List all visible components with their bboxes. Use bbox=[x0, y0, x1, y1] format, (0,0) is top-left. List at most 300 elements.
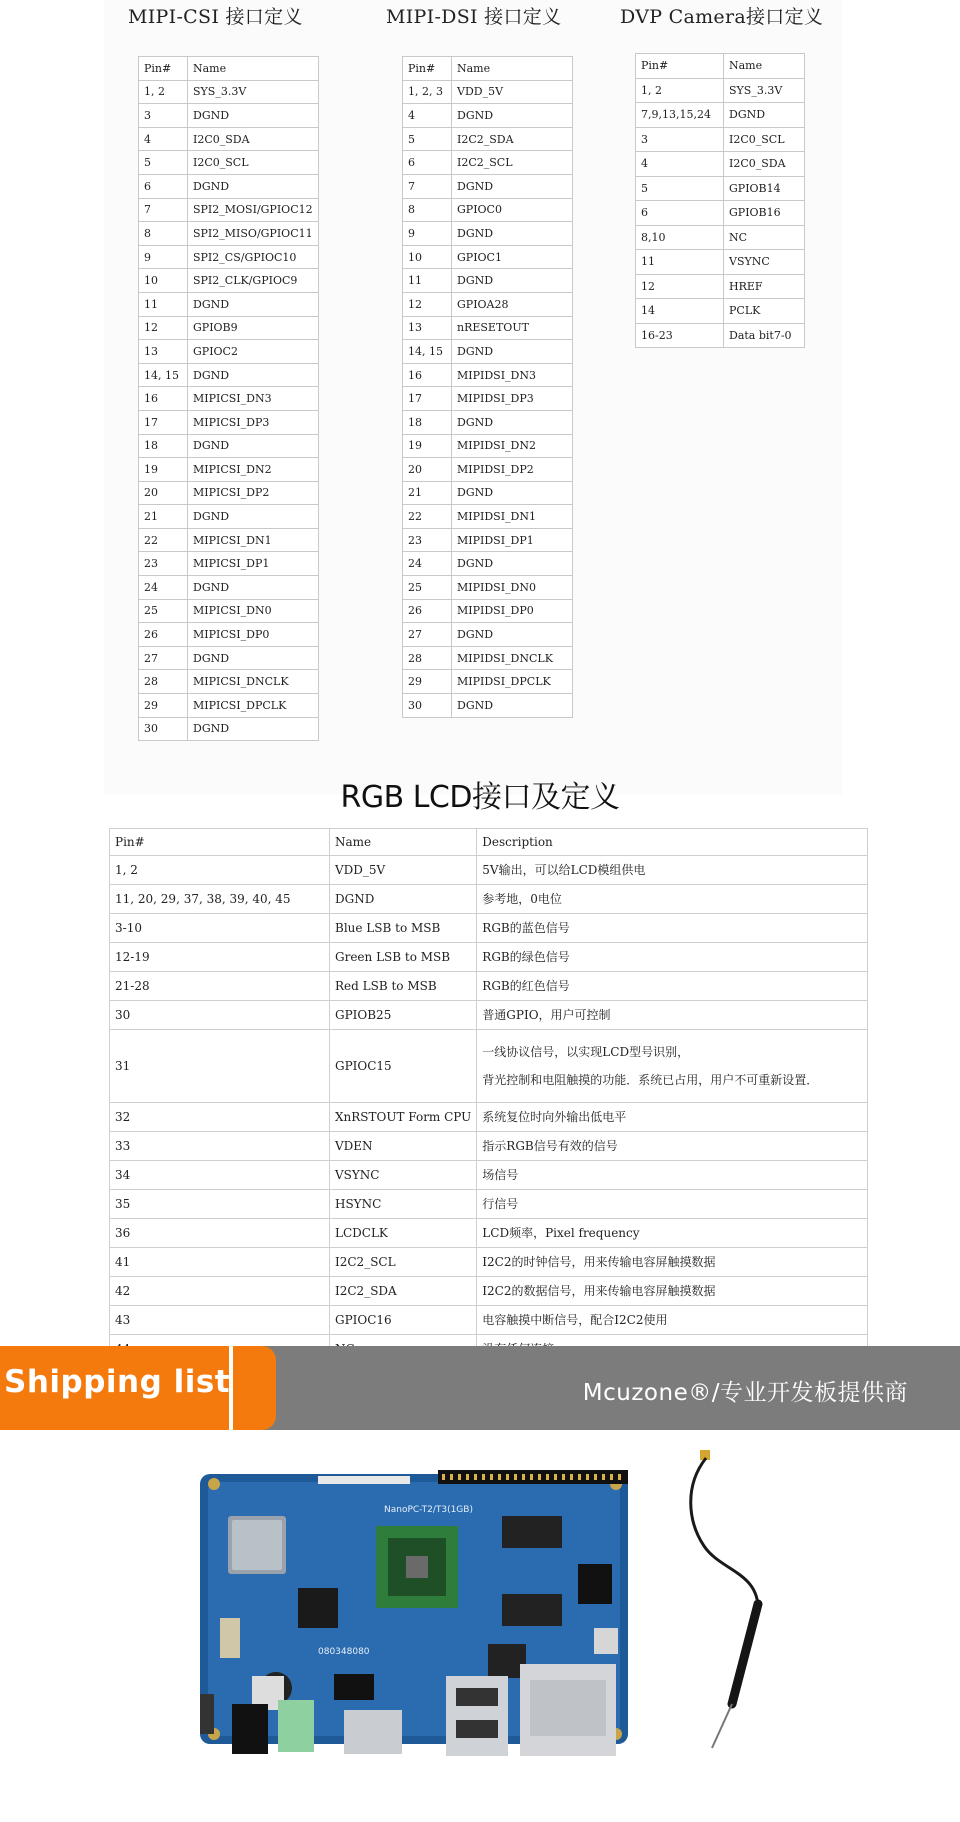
name-cell: I2C0_SDA bbox=[724, 152, 805, 177]
pin-cell: 27 bbox=[139, 646, 188, 670]
table-row bbox=[139, 174, 319, 198]
table-row bbox=[110, 971, 868, 1000]
table-row bbox=[636, 152, 805, 177]
table-row bbox=[139, 505, 319, 529]
table-row bbox=[110, 884, 868, 913]
description-line: 参考地，0电位 bbox=[482, 891, 562, 906]
description-line: RGB的绿色信号 bbox=[482, 949, 570, 964]
name-cell: MIPICSI_DNCLK bbox=[188, 670, 319, 694]
pin-cell: 28 bbox=[403, 646, 452, 670]
pin-cell: 6 bbox=[403, 151, 452, 175]
table-row bbox=[110, 913, 868, 942]
name-cell: MIPICSI_DP1 bbox=[188, 552, 319, 576]
pin-cell: 29 bbox=[139, 694, 188, 718]
pin-cell: 41 bbox=[110, 1247, 330, 1276]
name-cell: SYS_3.3V bbox=[188, 80, 319, 104]
table-row bbox=[403, 222, 573, 246]
name-cell: GPIOB16 bbox=[724, 201, 805, 226]
table-row bbox=[110, 1000, 868, 1029]
name-cell: Green LSB to MSB bbox=[330, 942, 477, 971]
name-cell: PCLK bbox=[724, 299, 805, 324]
name-cell: MIPIDSI_DN1 bbox=[452, 505, 573, 529]
description-cell bbox=[477, 1131, 868, 1160]
description-cell bbox=[477, 1247, 868, 1276]
pin-cell: 1, 2 bbox=[110, 855, 330, 884]
pin-cell: 4 bbox=[403, 104, 452, 128]
description-cell bbox=[477, 942, 868, 971]
table-row bbox=[110, 1189, 868, 1218]
table-row bbox=[403, 410, 573, 434]
name-cell: GPIOC1 bbox=[452, 245, 573, 269]
table-row bbox=[139, 245, 319, 269]
pin-cell: 25 bbox=[403, 576, 452, 600]
pin-cell: 17 bbox=[139, 410, 188, 434]
name-cell: MIPICSI_DPCLK bbox=[188, 694, 319, 718]
table-row bbox=[403, 481, 573, 505]
pin-cell: 19 bbox=[403, 434, 452, 458]
pin-cell: 12 bbox=[403, 292, 452, 316]
name-cell: Red LSB to MSB bbox=[330, 971, 477, 1000]
name-cell: Blue LSB to MSB bbox=[330, 913, 477, 942]
pin-cell: 24 bbox=[403, 552, 452, 576]
table-header bbox=[403, 57, 573, 81]
table-row bbox=[636, 176, 805, 201]
pin-cell: 21-28 bbox=[110, 971, 330, 1000]
name-cell: DGND bbox=[188, 174, 319, 198]
pin-cell: 10 bbox=[139, 269, 188, 293]
table-row bbox=[403, 269, 573, 293]
pin-cell: 22 bbox=[403, 505, 452, 529]
pin-cell: 13 bbox=[139, 340, 188, 364]
name-cell: HREF bbox=[724, 274, 805, 299]
table-row bbox=[636, 103, 805, 128]
pin-cell: 10 bbox=[403, 245, 452, 269]
name-cell: MIPICSI_DP3 bbox=[188, 410, 319, 434]
name-cell: DGND bbox=[452, 174, 573, 198]
pin-cell: 16-23 bbox=[636, 323, 724, 348]
pin-cell: 21 bbox=[139, 505, 188, 529]
pin-cell: 12-19 bbox=[110, 942, 330, 971]
table-row bbox=[139, 528, 319, 552]
csi-table bbox=[138, 56, 319, 741]
pin-cell: Pin# bbox=[139, 57, 188, 81]
pin-cell: 30 bbox=[139, 717, 188, 741]
table-row bbox=[403, 576, 573, 600]
name-cell: VSYNC bbox=[724, 250, 805, 275]
description-line: 场信号 bbox=[482, 1167, 519, 1182]
pin-cell: 8 bbox=[403, 198, 452, 222]
pin-cell: 8 bbox=[139, 222, 188, 246]
pin-cell: 16 bbox=[139, 387, 188, 411]
description-line: 一线协议信号，以实现LCD型号识别， bbox=[482, 1044, 690, 1059]
table-row bbox=[403, 694, 573, 718]
name-cell: MIPIDSI_DN3 bbox=[452, 363, 573, 387]
pin-cell: 11 bbox=[139, 292, 188, 316]
table-row bbox=[139, 623, 319, 647]
pin-cell: 18 bbox=[403, 410, 452, 434]
name-cell: SPI2_MISO/GPIOC11 bbox=[188, 222, 319, 246]
pin-cell: 21 bbox=[403, 481, 452, 505]
name-cell: I2C0_SCL bbox=[724, 127, 805, 152]
pin-cell: Pin# bbox=[403, 57, 452, 81]
pin-cell: 35 bbox=[110, 1189, 330, 1218]
pin-cell: 20 bbox=[403, 458, 452, 482]
pin-cell: 6 bbox=[636, 201, 724, 226]
dsi-table bbox=[402, 56, 573, 718]
table-row bbox=[110, 942, 868, 971]
name-cell: DGND bbox=[188, 434, 319, 458]
name-cell: I2C0_SCL bbox=[188, 151, 319, 175]
description-cell bbox=[477, 971, 868, 1000]
description-line: 系统复位时向外输出低电平 bbox=[482, 1109, 627, 1124]
description-cell bbox=[477, 1160, 868, 1189]
rgb-table bbox=[109, 828, 868, 1364]
table-row bbox=[139, 269, 319, 293]
name-cell: DGND bbox=[188, 576, 319, 600]
table-row bbox=[139, 292, 319, 316]
table-row bbox=[139, 80, 319, 104]
description-cell bbox=[477, 1029, 868, 1102]
table-row bbox=[139, 410, 319, 434]
name-cell: DGND bbox=[188, 505, 319, 529]
pin-cell: 7 bbox=[403, 174, 452, 198]
pin-cell: 11, 20, 29, 37, 38, 39, 40, 45 bbox=[110, 884, 330, 913]
table-row bbox=[139, 694, 319, 718]
name-cell: nRESETOUT bbox=[452, 316, 573, 340]
pin-cell: 34 bbox=[110, 1160, 330, 1189]
pin-cell: 14, 15 bbox=[403, 340, 452, 364]
name-cell: GPIOB14 bbox=[724, 176, 805, 201]
name-cell: GPIOC0 bbox=[452, 198, 573, 222]
table-row bbox=[403, 363, 573, 387]
name-cell: DGND bbox=[188, 646, 319, 670]
name-cell: HSYNC bbox=[330, 1189, 477, 1218]
description-cell bbox=[477, 884, 868, 913]
name-cell: DGND bbox=[188, 104, 319, 128]
shipping-banner bbox=[0, 1346, 960, 1430]
table-row bbox=[110, 1305, 868, 1334]
name-cell: Name bbox=[724, 54, 805, 79]
name-cell: DGND bbox=[188, 363, 319, 387]
pin-cell: 30 bbox=[403, 694, 452, 718]
description-line: LCD频率，Pixel frequency bbox=[482, 1225, 640, 1240]
name-cell: I2C2_SDA bbox=[330, 1276, 477, 1305]
table-row bbox=[403, 434, 573, 458]
name-cell: MIPICSI_DN3 bbox=[188, 387, 319, 411]
name-cell: SPI2_CLK/GPIOC9 bbox=[188, 269, 319, 293]
description-line: RGB的红色信号 bbox=[482, 978, 570, 993]
pin-cell: 14, 15 bbox=[139, 363, 188, 387]
table-row bbox=[403, 387, 573, 411]
table-row bbox=[403, 174, 573, 198]
description-line: 背光控制和电阻触摸的功能．系统已占用，用户不可重新设置． bbox=[482, 1072, 819, 1087]
name-cell: DGND bbox=[452, 269, 573, 293]
table-row bbox=[636, 323, 805, 348]
table-row bbox=[403, 552, 573, 576]
name-cell: DGND bbox=[330, 884, 477, 913]
table-row bbox=[110, 1218, 868, 1247]
table-row bbox=[110, 1247, 868, 1276]
name-cell: I2C2_SDA bbox=[452, 127, 573, 151]
name-cell: DGND bbox=[724, 103, 805, 128]
name-cell: VDEN bbox=[330, 1131, 477, 1160]
table-row bbox=[139, 646, 319, 670]
pin-cell: 27 bbox=[403, 623, 452, 647]
name-cell: GPIOC16 bbox=[330, 1305, 477, 1334]
description-line: 指示RGB信号有效的信号 bbox=[482, 1138, 618, 1153]
pin-cell: 24 bbox=[139, 576, 188, 600]
table-header bbox=[636, 54, 805, 79]
table-row bbox=[139, 458, 319, 482]
name-cell: Name bbox=[452, 57, 573, 81]
name-cell: LCDCLK bbox=[330, 1218, 477, 1247]
table-row bbox=[636, 274, 805, 299]
name-cell: GPIOC2 bbox=[188, 340, 319, 364]
table-row bbox=[139, 104, 319, 128]
pin-cell: 7 bbox=[139, 198, 188, 222]
table-row bbox=[139, 127, 319, 151]
svg-text:080348080: 080348080 bbox=[318, 1647, 370, 1657]
pin-cell: Pin# bbox=[636, 54, 724, 79]
pin-cell: 26 bbox=[403, 599, 452, 623]
name-cell: Name bbox=[188, 57, 319, 81]
table-row bbox=[139, 198, 319, 222]
pin-cell: 14 bbox=[636, 299, 724, 324]
name-cell: NC bbox=[724, 225, 805, 250]
name-cell: XnRSTOUT Form CPU bbox=[330, 1102, 477, 1131]
table-row bbox=[403, 292, 573, 316]
table-row bbox=[139, 222, 319, 246]
pin-cell: 13 bbox=[403, 316, 452, 340]
pin-cell: 36 bbox=[110, 1218, 330, 1247]
name-cell: MIPICSI_DP2 bbox=[188, 481, 319, 505]
pin-cell: 9 bbox=[139, 245, 188, 269]
table-row bbox=[403, 151, 573, 175]
name-cell: MIPICSI_DP0 bbox=[188, 623, 319, 647]
name-cell: DGND bbox=[452, 623, 573, 647]
table-row bbox=[403, 198, 573, 222]
table-row bbox=[139, 316, 319, 340]
name-cell: MIPIDSI_DP3 bbox=[452, 387, 573, 411]
pin-cell: 12 bbox=[636, 274, 724, 299]
csi-title: MIPI-CSI 接口定义 bbox=[128, 6, 303, 28]
table-row bbox=[110, 1131, 868, 1160]
name-cell: MIPICSI_DN0 bbox=[188, 599, 319, 623]
pin-cell: 23 bbox=[403, 528, 452, 552]
table-row bbox=[403, 599, 573, 623]
pin-cell: 43 bbox=[110, 1305, 330, 1334]
pin-cell: 1, 2 bbox=[636, 78, 724, 103]
name-cell: DGND bbox=[452, 410, 573, 434]
pin-cell: 3 bbox=[636, 127, 724, 152]
table-row bbox=[139, 481, 319, 505]
name-cell: DGND bbox=[452, 694, 573, 718]
table-row bbox=[110, 1102, 868, 1131]
name-cell: DGND bbox=[452, 481, 573, 505]
rgb-title: RGB LCD接口及定义 bbox=[340, 780, 620, 815]
name-cell: DGND bbox=[188, 717, 319, 741]
description-cell bbox=[477, 1218, 868, 1247]
pin-cell: 5 bbox=[139, 151, 188, 175]
pin-cell: 11 bbox=[636, 250, 724, 275]
name-cell: VSYNC bbox=[330, 1160, 477, 1189]
pin-cell: 3 bbox=[139, 104, 188, 128]
table-row bbox=[636, 299, 805, 324]
pin-cell: 6 bbox=[139, 174, 188, 198]
dvp-table bbox=[635, 53, 805, 348]
pin-cell: 29 bbox=[403, 670, 452, 694]
name-cell: MIPICSI_DN1 bbox=[188, 528, 319, 552]
description-line: I2C2的时钟信号，用来传输电容屏触摸数据 bbox=[482, 1254, 716, 1269]
header-cell: Name bbox=[330, 829, 477, 856]
board-image bbox=[198, 1468, 638, 1758]
pin-cell: 1, 2, 3 bbox=[403, 80, 452, 104]
description-line: I2C2的数据信号，用来传输电容屏触摸数据 bbox=[482, 1283, 716, 1298]
name-cell: DGND bbox=[188, 292, 319, 316]
name-cell: GPIOB9 bbox=[188, 316, 319, 340]
table-row bbox=[403, 528, 573, 552]
table-row bbox=[636, 250, 805, 275]
name-cell: MIPIDSI_DNCLK bbox=[452, 646, 573, 670]
name-cell: Data bit7-0 bbox=[724, 323, 805, 348]
pin-cell: 4 bbox=[636, 152, 724, 177]
name-cell: MIPIDSI_DN2 bbox=[452, 434, 573, 458]
name-cell: MIPIDSI_DP1 bbox=[452, 528, 573, 552]
name-cell: DGND bbox=[452, 552, 573, 576]
name-cell: DGND bbox=[452, 340, 573, 364]
description-cell bbox=[477, 1102, 868, 1131]
name-cell: I2C0_SDA bbox=[188, 127, 319, 151]
description-cell bbox=[477, 913, 868, 942]
pin-cell: 11 bbox=[403, 269, 452, 293]
pin-cell: 32 bbox=[110, 1102, 330, 1131]
name-cell: MIPIDSI_DN0 bbox=[452, 576, 573, 600]
pin-cell: 31 bbox=[110, 1029, 330, 1102]
pin-cell: 18 bbox=[139, 434, 188, 458]
table-row bbox=[403, 316, 573, 340]
table-row bbox=[403, 646, 573, 670]
table-row bbox=[139, 340, 319, 364]
name-cell: VDD_5V bbox=[330, 855, 477, 884]
table-row bbox=[139, 434, 319, 458]
table-row bbox=[403, 245, 573, 269]
pin-cell: 30 bbox=[110, 1000, 330, 1029]
table-row bbox=[403, 80, 573, 104]
pin-cell: 4 bbox=[139, 127, 188, 151]
table-row bbox=[139, 151, 319, 175]
header-cell: Description bbox=[477, 829, 868, 856]
table-row bbox=[139, 717, 319, 741]
pin-cell: 17 bbox=[403, 387, 452, 411]
description-line: 5V输出，可以给LCD模组供电 bbox=[482, 862, 646, 877]
name-cell: MIPICSI_DN2 bbox=[188, 458, 319, 482]
pin-cell: 12 bbox=[139, 316, 188, 340]
name-cell: GPIOB25 bbox=[330, 1000, 477, 1029]
table-row bbox=[110, 1029, 868, 1102]
description-cell bbox=[477, 1276, 868, 1305]
table-row bbox=[403, 104, 573, 128]
description-line: RGB的蓝色信号 bbox=[482, 920, 570, 935]
table-row bbox=[110, 1160, 868, 1189]
table-row bbox=[403, 127, 573, 151]
description-cell bbox=[477, 1189, 868, 1218]
pin-cell: 19 bbox=[139, 458, 188, 482]
table-row bbox=[139, 552, 319, 576]
table-row bbox=[403, 340, 573, 364]
pin-cell: 7,9,13,15,24 bbox=[636, 103, 724, 128]
table-row bbox=[139, 387, 319, 411]
name-cell: SYS_3.3V bbox=[724, 78, 805, 103]
pin-cell: 8,10 bbox=[636, 225, 724, 250]
svg-text:NanoPC-T2/T3(1GB): NanoPC-T2/T3(1GB) bbox=[384, 1505, 473, 1515]
pin-cell: 22 bbox=[139, 528, 188, 552]
description-cell bbox=[477, 1000, 868, 1029]
table-row bbox=[636, 127, 805, 152]
name-cell: SPI2_MOSI/GPIOC12 bbox=[188, 198, 319, 222]
name-cell: DGND bbox=[452, 104, 573, 128]
name-cell: DGND bbox=[452, 222, 573, 246]
table-row bbox=[636, 201, 805, 226]
header-cell: Pin# bbox=[110, 829, 330, 856]
name-cell: MIPIDSI_DP0 bbox=[452, 599, 573, 623]
description-line: 普通GPIO，用户可控制 bbox=[482, 1007, 611, 1022]
pin-cell: 33 bbox=[110, 1131, 330, 1160]
pin-cell: 28 bbox=[139, 670, 188, 694]
name-cell: GPIOC15 bbox=[330, 1029, 477, 1102]
pin-cell: 23 bbox=[139, 552, 188, 576]
table-header bbox=[139, 57, 319, 81]
antenna-image bbox=[684, 1446, 784, 1751]
pin-cell: 5 bbox=[403, 127, 452, 151]
table-row bbox=[110, 855, 868, 884]
description-cell bbox=[477, 855, 868, 884]
shipping-list-label: Shipping list bbox=[4, 1364, 231, 1400]
table-row bbox=[139, 670, 319, 694]
pin-cell: 9 bbox=[403, 222, 452, 246]
description-line: 行信号 bbox=[482, 1196, 519, 1211]
table-row bbox=[636, 225, 805, 250]
dvp-title: DVP Camera接口定义 bbox=[620, 6, 824, 28]
brand-tagline: Mcuzone®/专业开发板提供商 bbox=[582, 1380, 908, 1406]
name-cell: SPI2_CS/GPIOC10 bbox=[188, 245, 319, 269]
description-cell bbox=[477, 1305, 868, 1334]
name-cell: I2C2_SCL bbox=[330, 1247, 477, 1276]
pin-cell: 25 bbox=[139, 599, 188, 623]
table-row bbox=[139, 599, 319, 623]
name-cell: MIPIDSI_DP2 bbox=[452, 458, 573, 482]
description-line: 电容触摸中断信号，配合I2C2使用 bbox=[482, 1312, 668, 1327]
pin-cell: 1, 2 bbox=[139, 80, 188, 104]
table-header bbox=[110, 829, 868, 856]
name-cell: MIPIDSI_DPCLK bbox=[452, 670, 573, 694]
table-row bbox=[636, 78, 805, 103]
table-row bbox=[139, 363, 319, 387]
table-row bbox=[110, 1276, 868, 1305]
table-row bbox=[139, 576, 319, 600]
name-cell: VDD_5V bbox=[452, 80, 573, 104]
pin-cell: 16 bbox=[403, 363, 452, 387]
pin-cell: 5 bbox=[636, 176, 724, 201]
table-row bbox=[403, 623, 573, 647]
table-row bbox=[403, 458, 573, 482]
pin-cell: 26 bbox=[139, 623, 188, 647]
pin-cell: 3-10 bbox=[110, 913, 330, 942]
table-row bbox=[403, 670, 573, 694]
pin-cell: 20 bbox=[139, 481, 188, 505]
name-cell: I2C2_SCL bbox=[452, 151, 573, 175]
pin-cell: 42 bbox=[110, 1276, 330, 1305]
dsi-title: MIPI-DSI 接口定义 bbox=[386, 6, 562, 28]
